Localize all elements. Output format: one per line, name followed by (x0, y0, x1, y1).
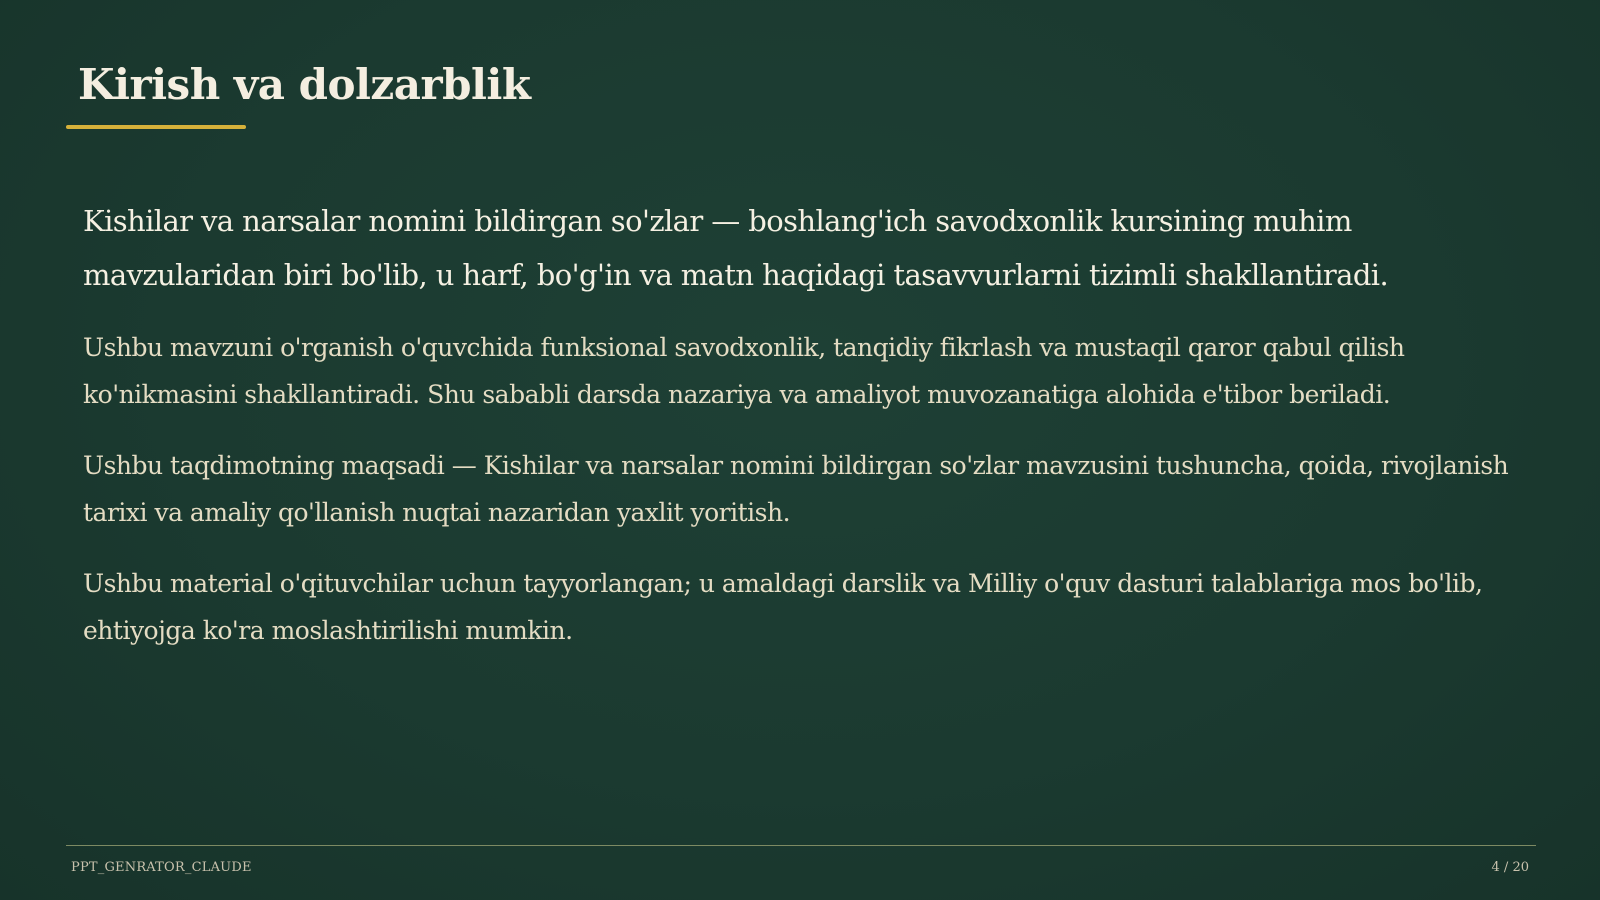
body-paragraph-1: Ushbu mavzuni o'rganish o'quvchida funksional savodxonlik, tanqidiy fikrlash va mustaqil qaror qabul qilish ko'nikmasini shakllantiradi. Shu sababli darsda nazariya va amaliyot muvozanatiga alohida e'tibor beriladi. (83, 333, 1405, 409)
lead-paragraph: Kishilar va narsalar nomini bildirgan so'zlar — boshlang'ich savodxonlik kursining muhim mavzularidan biri bo'lib, u harf, bo'g'in va matn haqidagi tasavvurlarni tizimli shakllantiradi. (83, 204, 1389, 292)
body-paragraph-2: Ushbu taqdimotning maqsadi — Kishilar va narsalar nomini bildirgan so'zlar mavzusini tushuncha, qoida, rivojlanish tarixi va amaliy qo'llanish nuqtai nazaridan yaxlit yoritish. (83, 451, 1509, 527)
slide-content (83, 194, 1523, 678)
footer-divider (66, 845, 1536, 846)
slide-title: Kirish va dolzarblik (78, 60, 531, 109)
page-number: 4 / 20 (1491, 860, 1529, 875)
body-paragraph-3: Ushbu material o'qituvchilar uchun tayyorlangan; u amaldagi darslik va Milliy o'quv dasturi talablariga mos bo'lib, ehtiyojga ko'ra moslashtirilishi mumkin. (83, 569, 1483, 645)
footer-source: PPT_GENRATOR_CLAUDE (71, 860, 252, 875)
title-underline (66, 125, 246, 129)
